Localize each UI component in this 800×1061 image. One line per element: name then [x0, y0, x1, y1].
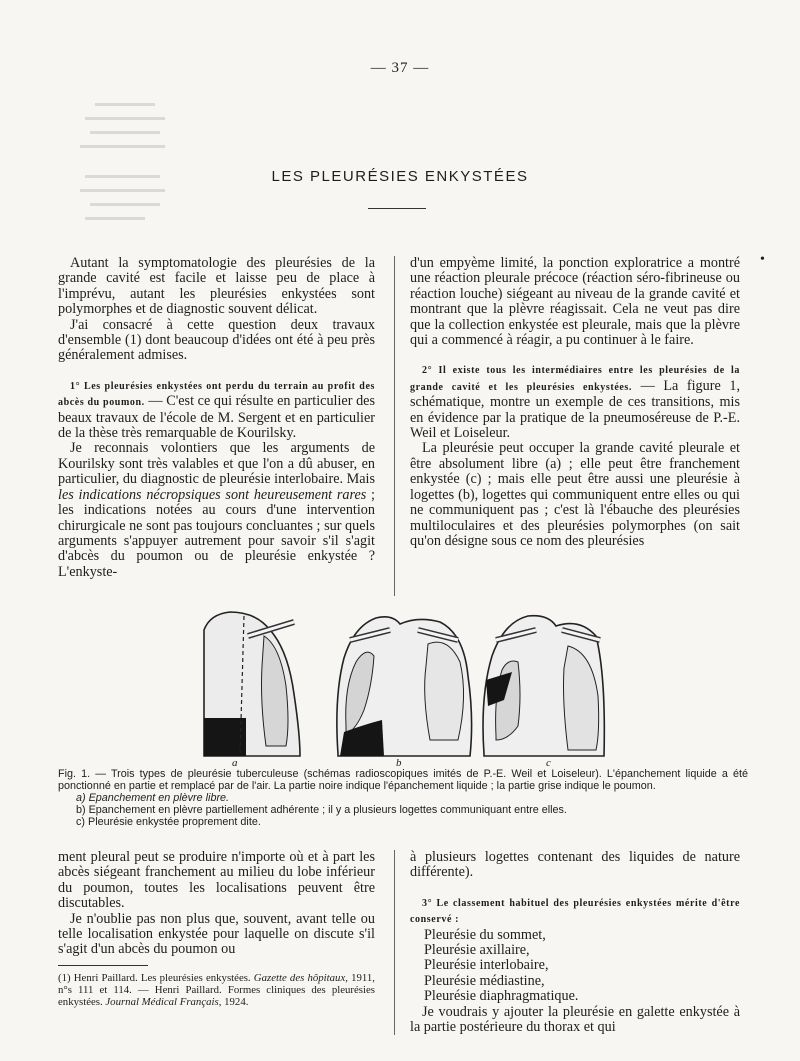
- column-divider: [394, 256, 395, 596]
- logette-b: [425, 642, 464, 740]
- paragraph: J'ai consacré à cette question deux travaux d'ensemble (1) dont beaucoup d'idées ont été à peu près généralement admises.: [58, 316, 375, 364]
- left-column-top: [58, 256, 375, 580]
- section-heading: 1° Les pleurésies enkystées ont perdu du terrain au profit des abcès du poumon.: [58, 380, 375, 409]
- paragraph: 1° Les pleurésies enkystées ont perdu du terrain au profit des abcès du poumon. — C'est ce qui résulte en particulier des beaux travaux de l'école de M. Sergent et en particulier de la thèse très remarquable de Kourilsky.: [58, 380, 375, 442]
- section-heading: 3° Le classement habituel des pleurésies enkystées mérite d'être conservé :: [410, 897, 740, 926]
- italic-phrase: les indications nécropsiques sont heureusement rares: [58, 486, 367, 503]
- figure-label-c: c: [546, 757, 551, 768]
- caption-main: Fig. 1. — Trois types de pleurésie tuberculeuse (schémas radioscopiques imités de P.-E. Weil et Loiseleur). L'épanchement liquide a été ponctionné en partie et remplacé par de l'air. La partie noire indique l'épanchement liquide ; la partie grise indique le poumon.: [58, 768, 748, 792]
- figure-label-b: b: [396, 757, 402, 768]
- left-column-bottom: [58, 850, 375, 958]
- bleed-through-texture: [40, 95, 240, 235]
- paragraph: Je n'oublie pas non plus que, souvent, avant telle ou telle localisation enkystée pour laquelle on discute s'il s'agit d'un abcès du poumon ou: [58, 910, 375, 958]
- paragraph: Je reconnais volontiers que les arguments de Kourilsky sont très valables et que l'on a dû abuser, en particulier, du diagnostic de pleurésie interlobaire. Mais les indications nécropsiques sont heureusement rares ; les indications notées au cours d'une intervention chirurgicale ne sont pas toujours concluantes ; sur quels arguments s'appuyer autrement pour savoir s'il s'agit d'abcès du poumon ou de pleurésie enkystée ? L'enkyste-: [58, 440, 375, 580]
- figure-radiology-schematics: [196, 606, 608, 768]
- caption-item-a: a) Epanchement en plèvre libre.: [76, 792, 230, 804]
- page-number: — 37 —: [370, 60, 430, 76]
- paragraph: [410, 895, 740, 928]
- paragraph: ment pleural peut se produire n'importe où et à part les abcès siégeant franchement au milieu du lobe inférieur du poumon, toutes les localisations peuvent être discutables.: [58, 849, 375, 912]
- paragraph: d'un empyème limité, la ponction exploratrice a montré une réaction pleurale précoce (réaction séro-fibrineuse ou réaction louche) siégeant au niveau de la grande cavité et montrant que la plèvre réagissait. Cela ne veut pas dire que la collection enkystée est pleurale, mais que la plèvre qui a commencé à réagir, a pu continuer à le faire.: [410, 255, 740, 349]
- section-heading: 2° Il existe tous les intermédiaires entre les pleurésies de la grande cavité et les pleurésies enkystées.: [410, 365, 740, 393]
- list-item: Pleurésie du sommet,: [424, 926, 546, 943]
- footnote-rule: [58, 965, 148, 966]
- figure-caption: [58, 768, 748, 828]
- list-item: Pleurésie médiastine,: [424, 972, 545, 989]
- caption-item-c: c) Pleurésie enkystée proprement dite.: [76, 816, 261, 828]
- paragraph: à plusieurs logettes contenant des liquides de nature différente).: [410, 849, 740, 881]
- page-title: LES PLEURÉSIES ENKYSTÉES: [271, 168, 529, 185]
- schematic-b: [337, 617, 472, 756]
- schematic-a: [204, 612, 300, 756]
- column-divider: [394, 850, 395, 1035]
- title-rule: [368, 208, 426, 209]
- list-item: Pleurésie axillaire,: [424, 942, 530, 959]
- caption-item-b: b) Epanchement en plèvre partiellement adhérente ; il y a plusieurs logettes communiquant entre elles.: [76, 804, 567, 816]
- footnote: (1) Henri Paillard. Les pleurésies enkystées. Gazette des hôpitaux, 1911, n°s 111 et 114. — Henri Paillard. Formes cliniques des pleurésies enkystées. Journal Médical Français, 1924.: [58, 972, 376, 1009]
- right-column-top: [410, 256, 740, 549]
- list-item: Pleurésie interlobaire,: [424, 957, 549, 974]
- schematic-c: [483, 616, 604, 756]
- margin-mark: •: [760, 252, 765, 267]
- right-column-bottom: [410, 850, 740, 1035]
- paragraph: Je voudrais y ajouter la pleurésie en galette enkystée à la partie postérieure du thorax et qui: [410, 1003, 740, 1036]
- paragraph: La pleurésie peut occuper la grande cavité pleurale et être absolument libre (a) ; elle peut être franchement enkystée (c) ; mais elle peut être aussi une pleurésie à logettes (b), logettes qui communiquent entre elles ou qui ne communiquent pas ; c'est là l'ébauche des pleurésies multiloculaires et des pleurésies polymorphes (on sait qu'on désigne sous ce nom des pleurésies: [410, 440, 740, 549]
- paragraph: Autant la symptomatologie des pleurésies de la grande cavité est facile et laisse peu de place à l'imprévu, autant les pleurésies enkystées sont polymorphes et de diagnostic souvent délicat.: [58, 255, 375, 318]
- list-item: Pleurésie diaphragmatique.: [424, 988, 579, 1005]
- figure-label-a: a: [232, 757, 238, 768]
- paragraph: 2° Il existe tous les intermédiaires entre les pleurésies de la grande cavité et les pleurésies enkystées. — La figure 1, schématique, montre un exemple de ces transitions, mis en évidence par la pratique de la pneumoséreuse de P.-E. Weil et Loiseleur.: [410, 365, 740, 442]
